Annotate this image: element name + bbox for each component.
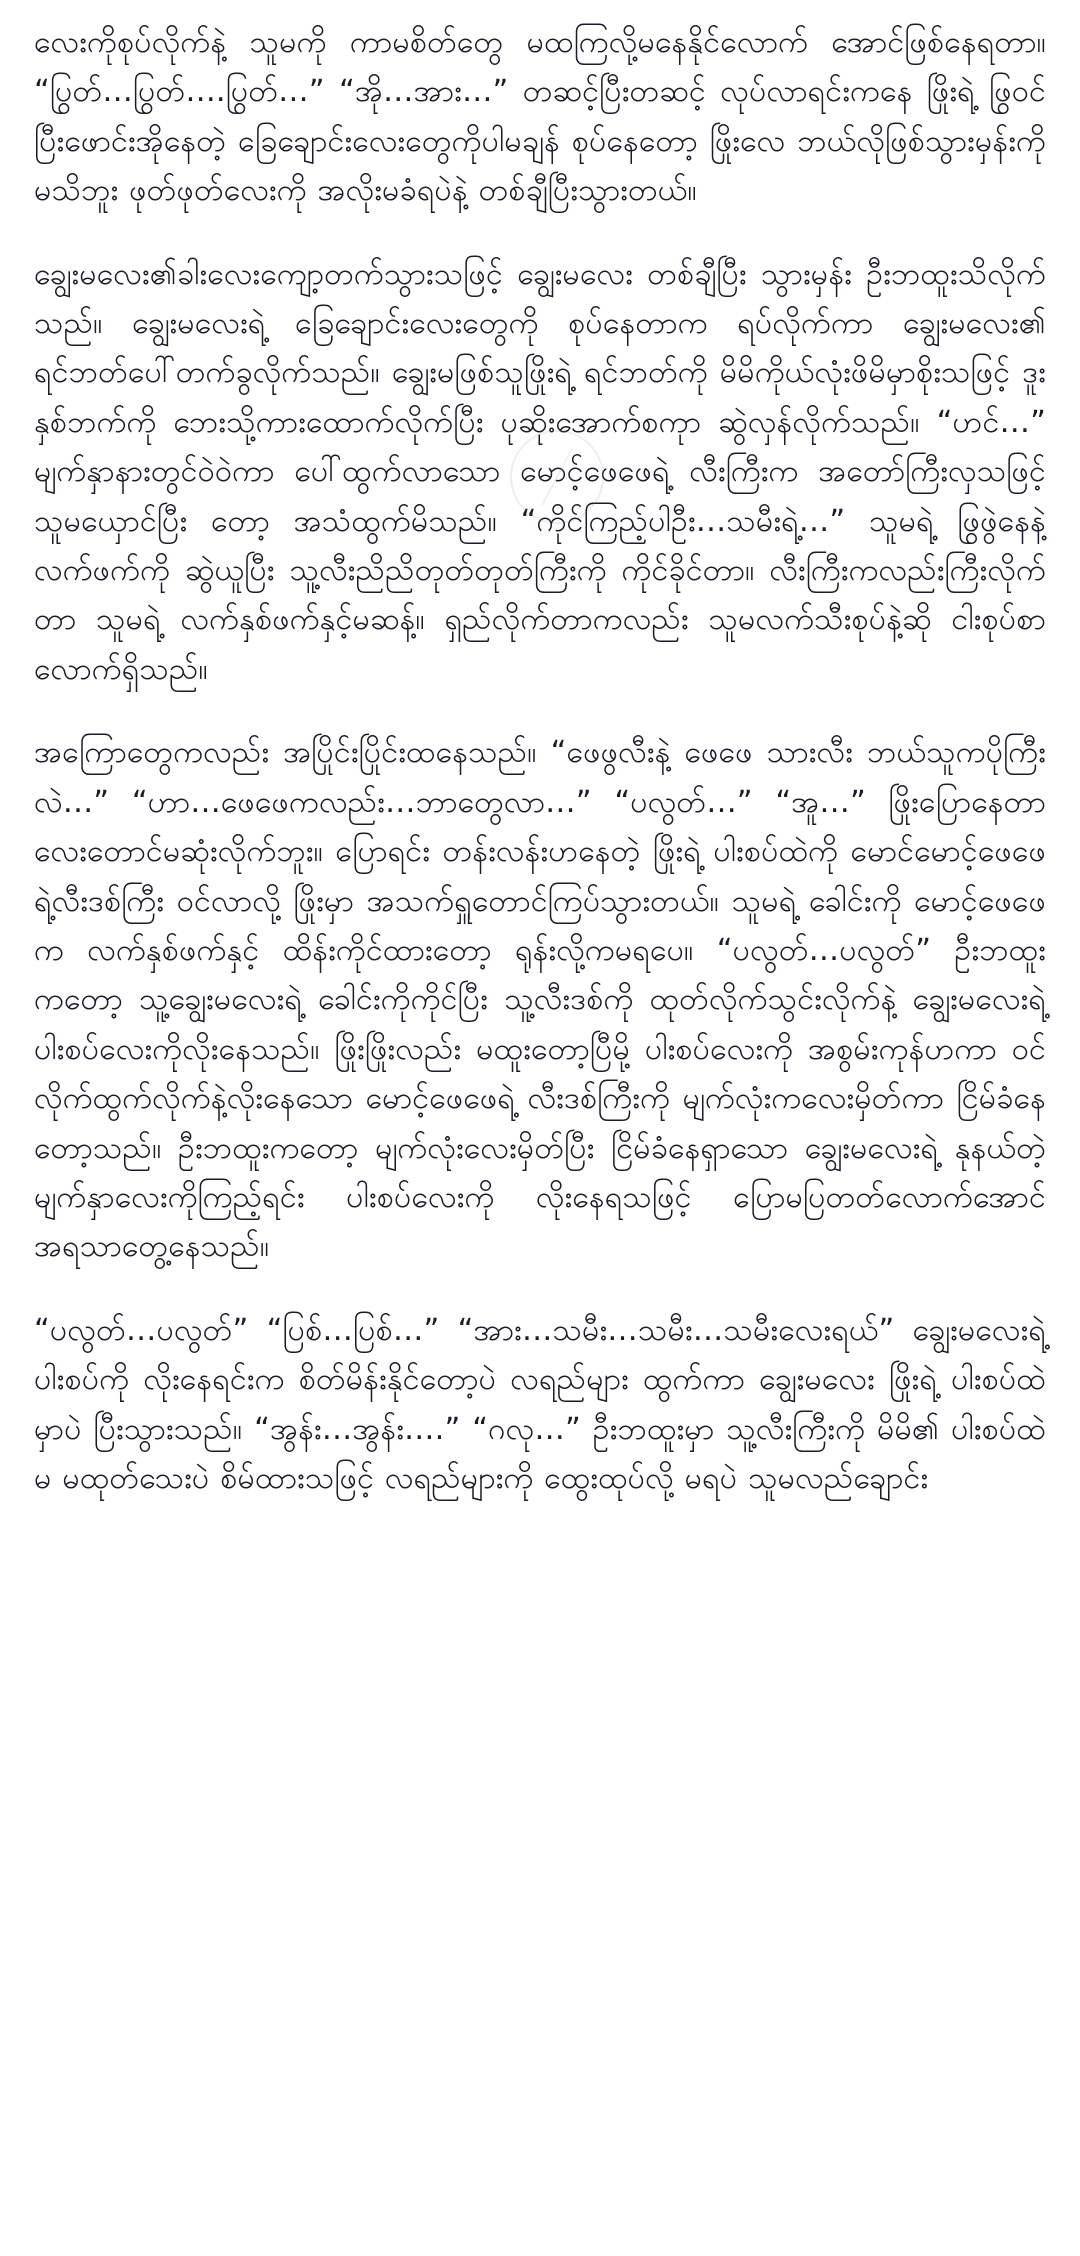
paragraph: “ပလွတ်…ပလွတ်” “ပြစ်…ပြစ်…” “အား…သမီး…သမီး…သမီးလေးရယ်” ချွေးမလေးရဲ့ ပါးစပ်ကို လိုးနေရင်းက စိတ်မိန်းနိုင်တော့ပဲ လရည်များ ထွက်ကာ ချွေးမလေး ဖြိုးရဲ့ ပါးစပ်ထဲမှာပဲ ပြီးသွားသည်။ “အွန်း…အွန်း….” “ဂလု…” ဦးဘထူးမှာ သူ့လီးကြီးကို မိမိ၏ ပါးစပ်ထဲမ မထုတ်သေးပဲ စိမ်ထားသဖြင့် လရည်များကို ထွေးထုပ်လို့ မရပဲ သူမလည်ချောင်း [34, 1312, 1046, 1496]
paragraph: လေးကိုစုပ်လိုက်နဲ့ သူမကို ကာမစိတ်တွေ မထကြလို့မနေနိုင်လောက် အောင်ဖြစ်နေရတာ။ “ပြွတ်…ပြွတ်….ပြွတ်…” “အို…အား…” တဆင့်ပြီးတဆင့် လုပ်လာရင်းကနေ ဖြိုးရဲ့ ဖြွဝင်ပြီးဖောင်းအိုနေတဲ့ ခြေချောင်းလေးတွေကိုပါမချန် စုပ်နေတော့ ဖြိုးလေ ဘယ်လိုဖြစ်သွားမှန်းကိုမသိဘူး ဖုတ်ဖုတ်လေးကို အလိုးမခံရပဲနဲ့ တစ်ချီပြီးသွားတယ်။ [34, 25, 1046, 209]
paragraph: ချွေးမလေး၏ခါးလေးကျော့တက်သွားသဖြင့် ချွေးမလေး တစ်ချီပြီး သွားမှန်း ဦးဘထူးသိလိုက်သည်။ ချွေးမလေးရဲ့ ခြေချောင်းလေးတွေကို စုပ်နေတာက ရပ်လိုက်ကာ ချွေးမလေး၏ ရင်ဘတ်ပေါ်တက်ခွလိုက်သည်။ ချွေးမဖြစ်သူဖြိုးရဲ့ ရင်ဘတ်ကို မိမိကိုယ်လုံးဖိမိမှာစိုးသဖြင့် ဒူးနှစ်ဘက်ကို ဘေးသို့ကားထောက်လိုက်ပြီး ပုဆိုးအောက်စကုာ ဆွဲလှန်လိုက်သည်။ “ဟင်…” မျက်နှာနားတွင်ဝဲဝဲကာ ပေါ်ထွက်လာသော မောင့်ဖေဖေရဲ့ လီးကြီးက အတော်ကြီးလှသဖြင့် သူမယှောင်ပြီး တော့ အသံထွက်မိသည်။ “ကိုင်ကြည့်ပါဦး…သမီးရဲ့…” သူမရဲ့ ဖြွဖွဲနေနဲ့ လက်ဖက်ကို ဆွဲယူပြီး သူ့လီးညိညိတုတ်တုတ်ကြီးကို ကိုင်ခိုင်တာ။ လီးကြီးကလည်းကြီးလိုက်တာ သူမရဲ့ လက်နှစ်ဖက်နှင့်မဆန့်။ ရှည်လိုက်တာကလည်း သူမလက်သီးစုပ်နဲ့ဆို ငါးစုပ်စာလောက်ရှိသည်။ [34, 256, 1046, 687]
paragraph: အကြောတွေကလည်း အပြိုင်းပြိုင်းထနေသည်။ “ဖေဖွလီးနဲ့ ဖေဖေ သားလီး ဘယ်သူကပိုကြီးလဲ…” “ဟာ…ဖေဖေကလည်း…ဘာတွေလာ…” “ပလွတ်…” “အူ…” ဖြိုးပြောနေတာလေးတောင်မဆုံးလိုက်ဘူး။ ပြောရင်း တန်းလန်းဟနေတဲ့ ဖြိုးရဲ့ ပါးစပ်ထဲကို မောင်မောင့်ဖေဖေရဲ့လီးဒစ်ကြီး ဝင်လာလို့ ဖြိုးမှာ အသက်ရှူတောင်ကြပ်သွားတယ်။ သူမရဲ့ ခေါင်းကို မောင့်ဖေဖေက လက်နှစ်ဖက်နှင့် ထိန်းကိုင်ထားတော့ ရုန်းလို့ကမရပေ။ “ပလွတ်…ပလွတ်” ဦးဘထူးကတော့ သူ့ချွေးမလေးရဲ့ ခေါင်းကိုကိုင်ပြီး သူ့လီးဒစ်ကို ထုတ်လိုက်သွင်းလိုက်နဲ့ ချွေးမလေးရဲ့ ပါးစပ်လေးကိုလိုးနေသည်။ ဖြိုးဖြိုးလည်း မထူးတော့ပြီမို့ ပါးစပ်လေးကို အစွမ်းကုန်ဟကာ ဝင်လိုက်ထွက်လိုက်နဲ့လိုးနေသော မောင့်ဖေဖေရဲ့ လီးဒစ်ကြီးကို မျက်လုံးကလေးမှိတ်ကာ ငြိမ်ခံနေတော့သည်။ ဦးဘထူးကတော့ မျက်လုံးလေးမှိတ်ပြီး ငြိမ်ခံနေရှာသော ချွေးမလေးရဲ့ နုနယ်တဲ့ မျက်နှာလေးကိုကြည့်ရင်း ပါးစပ်လေးကို လိုးနေရသဖြင့် ပြောမပြတတ်လောက်အောင် အရသာတွေ့နေသည်။ [34, 735, 1046, 1265]
